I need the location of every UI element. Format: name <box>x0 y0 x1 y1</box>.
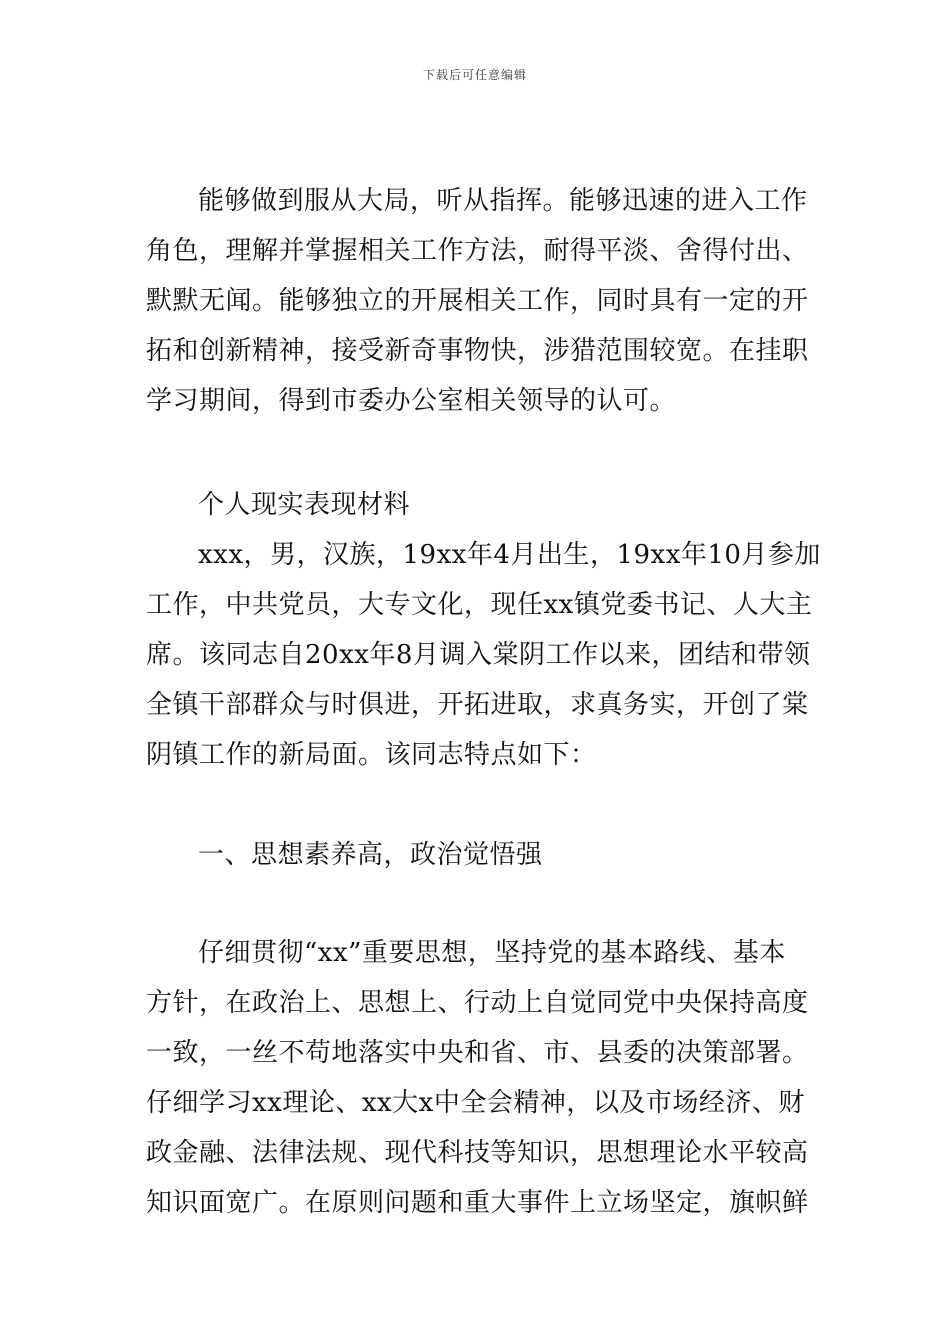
text-line: 角色，理解并掌握相关工作方法，耐得平淡、舍得付出、 <box>146 236 809 266</box>
text-line: xxx，男，汉族，19xx年4月出生，19xx年10月参加 <box>198 540 821 570</box>
text-line: 默默无闻。能够独立的开展相关工作，同时具有一定的开 <box>146 286 809 316</box>
section-heading: 一、思想素养高，政治觉悟强 <box>198 840 543 870</box>
text-line: 学习期间，得到市委办公室相关领导的认可。 <box>146 386 677 416</box>
text-line: 知识面宽广。在原则问题和重大事件上立场坚定，旗帜鲜 <box>146 1188 809 1218</box>
header-note: 下载后可任意编辑 <box>422 68 527 82</box>
document-title: 个人现实表现材料 <box>198 490 411 520</box>
text-line: 方针，在政治上、思想上、行动上自觉同党中央保持高度 <box>146 988 809 1018</box>
text-line: 仔细学习xx理论、xx大x中全会精神，以及市场经济、财 <box>146 1088 805 1118</box>
text-line: 拓和创新精神，接受新奇事物快，涉猎范围较宽。在挂职 <box>146 336 809 366</box>
paragraph-1 <box>146 176 809 426</box>
text-line: 全镇干部群众与时俱进，开拓进取，求真务实，开创了棠 <box>146 690 809 720</box>
paragraph-2 <box>146 530 821 780</box>
text-line: 政金融、法律法规、现代科技等知识，思想理论水平较高 <box>146 1138 809 1168</box>
text-line: 阴镇工作的新局面。该同志特点如下： <box>146 740 597 770</box>
text-line: 工作，中共党员，大专文化，现任xx镇党委书记、人大主 <box>146 590 813 620</box>
text-line: 一致，一丝不苟地落实中央和省、市、县委的决策部署。 <box>146 1038 809 1068</box>
text-line: 仔细贯彻“xx”重要思想，坚持党的基本路线、基本 <box>198 938 786 968</box>
text-line: 席。该同志自20xx年8月调入棠阴工作以来，团结和带领 <box>146 640 811 670</box>
paragraph-3 <box>146 928 809 1228</box>
text-line: 能够做到服从大局，听从指挥。能够迅速的进入工作 <box>198 186 808 216</box>
document-body <box>146 176 821 1228</box>
